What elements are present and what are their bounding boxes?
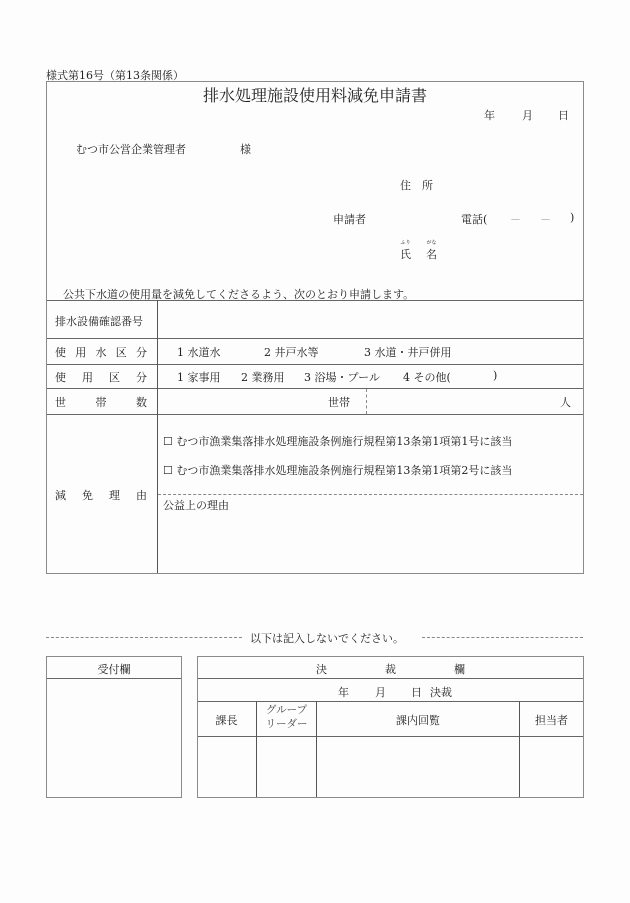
household-unit: 世帯 <box>328 396 350 409</box>
checkbox-icon[interactable]: ☐ <box>163 435 173 448</box>
approval-month: 月 <box>375 686 386 699</box>
person-unit: 人 <box>560 396 571 409</box>
furigana-1: ふり <box>400 240 411 246</box>
approval-day: 日 <box>411 686 422 699</box>
addressee-honorific: 様 <box>240 143 251 156</box>
date-month-label: 月 <box>522 109 533 122</box>
phone-label: 電話( <box>461 213 488 226</box>
col-person-in-charge: 担当者 <box>535 714 568 727</box>
row-divider <box>47 414 583 415</box>
water-type-label: 使 用 水 区 分 <box>55 346 147 359</box>
col-circulation: 課内回覧 <box>396 714 440 727</box>
checkbox-icon[interactable]: ☐ <box>163 464 173 477</box>
date-day-label: 日 <box>558 109 569 122</box>
intro-text: 公共下水道の使用量を減免してくださるよう、次のとおり申請します。 <box>63 288 415 301</box>
row-divider <box>47 338 583 339</box>
approval-divider <box>198 678 583 679</box>
water-type-option-1[interactable]: 1 水道水 <box>177 346 221 359</box>
addressee-name: むつ市公営企業管理者 <box>76 143 186 156</box>
reception-header-divider <box>47 678 181 679</box>
phone-separator-2: － <box>540 213 551 226</box>
col-group-leader: グループ リーダー <box>265 704 308 730</box>
row-divider <box>47 300 583 301</box>
water-type-option-3[interactable]: 3 水道・井戸併用 <box>364 346 452 359</box>
reception-title: 受付欄 <box>97 663 131 676</box>
stamp-section-chief <box>198 737 256 796</box>
drain-confirm-field[interactable] <box>160 302 580 336</box>
stamp-circulation <box>317 737 519 796</box>
households-label: 世 帯 数 <box>55 396 147 409</box>
row-divider <box>47 388 583 389</box>
use-type-other-close: ) <box>493 369 498 382</box>
use-type-label: 使 用 区 分 <box>55 371 147 384</box>
reason-dashed-divider <box>158 494 583 495</box>
approval-suffix: 決裁 <box>430 686 452 699</box>
water-type-option-2[interactable]: 2 井戸水等 <box>264 346 319 359</box>
public-reason-label: 公益上の理由 <box>163 499 229 512</box>
phone-close: ) <box>570 211 575 224</box>
reason-label: 減 免 理 由 <box>55 489 147 502</box>
approval-year: 年 <box>338 686 349 699</box>
furigana-2: がな <box>426 240 437 246</box>
applicant-label: 申請者 <box>333 213 366 226</box>
row-divider <box>47 364 583 365</box>
column-divider <box>157 300 158 573</box>
use-type-option-3[interactable]: 3 浴場・プール <box>304 371 380 384</box>
stamp-group-leader <box>257 737 316 796</box>
name-char-1: 氏 ふり <box>400 240 411 261</box>
office-separator-left <box>46 637 242 638</box>
households-divider <box>366 389 367 414</box>
public-reason-field[interactable] <box>160 512 580 570</box>
reason-checkbox-item-2[interactable]: ☐ むつ市漁業集落排水処理施設条例施行規程第13条第1項第2号に該当 <box>163 464 513 477</box>
office-separator-right <box>422 637 583 638</box>
address-label: 住 所 <box>400 179 433 192</box>
approval-title: 決 裁 欄 <box>316 663 465 676</box>
drain-confirm-label: 排水設備確認番号 <box>55 315 143 328</box>
form-number: 様式第16号（第13条関係） <box>46 69 184 82</box>
name-label <box>400 240 437 262</box>
phone-separator-1: － <box>510 213 521 226</box>
use-type-option-2[interactable]: 2 業務用 <box>241 371 285 384</box>
reason-checkbox-item-1[interactable]: ☐ むつ市漁業集落排水処理施設条例施行規程第13条第1項第1号に該当 <box>163 435 513 448</box>
household-count-field[interactable] <box>160 390 350 412</box>
use-type-option-4[interactable]: 4 その他( <box>403 371 451 384</box>
use-type-option-1[interactable]: 1 家事用 <box>177 371 221 384</box>
office-note: 以下は記入しないでください。 <box>250 632 404 645</box>
col-section-chief: 課長 <box>215 714 238 727</box>
form-title: 排水処理施設使用料減免申請書 <box>202 86 427 105</box>
name-char-2: 名 がな <box>426 240 437 261</box>
date-year-label: 年 <box>484 109 495 122</box>
stamp-person-in-charge <box>520 737 583 796</box>
person-count-field[interactable] <box>369 390 559 412</box>
